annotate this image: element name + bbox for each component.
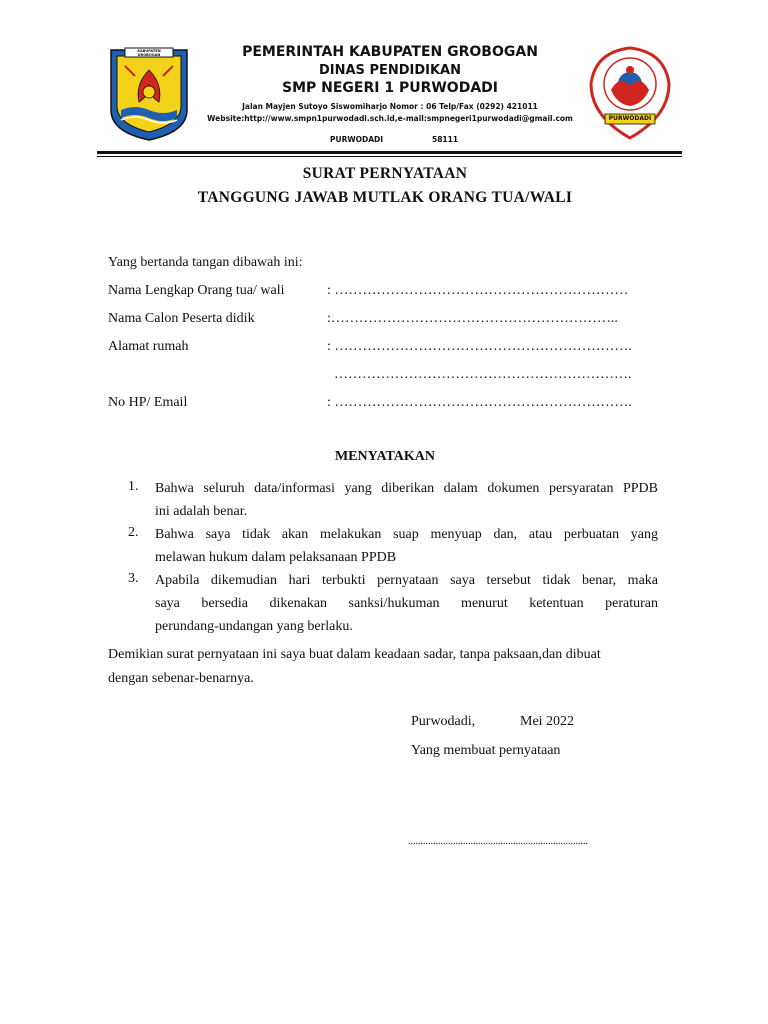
- item-2-line-2: melawan hukum dalam pelaksanaan PPDB: [155, 550, 397, 565]
- letterhead-government: PEMERINTAH KABUPATEN GROBOGAN: [242, 44, 538, 60]
- signature-line: ........................................................................: [408, 836, 588, 847]
- item-3-number: 3.: [128, 571, 139, 586]
- closing-line-1: Demikian surat pernyataan ini saya buat dalam keadaan sadar, tanpa paksaan,dan dibuat: [108, 647, 601, 662]
- letterhead-rule-thick: [97, 151, 682, 154]
- school-emblem: [585, 44, 675, 142]
- item-3-line-1: Apabila dikemudian hari terbukti pernyataan saya tersebut tidak benar, maka: [155, 573, 658, 588]
- field-parent-name-label: Nama Lengkap Orang tua/ wali: [108, 283, 285, 298]
- letterhead-city: PURWODADI: [330, 135, 384, 144]
- item-1-line-1: Bahwa seluruh data/informasi yang diberikan dalam dokumen persyaratan PPDB: [155, 481, 658, 496]
- letterhead-rule-thin: [97, 156, 682, 157]
- field-contact-blank: : ……………………………………………………….: [327, 395, 632, 410]
- closing-line-2: dengan sebenar-benarnya.: [108, 671, 254, 686]
- letterhead-website-email: Website:http://www.smpn1purwodadi.sch.id,e-mail:smpnegeri1purwodadi@gmail.com: [207, 114, 573, 123]
- item-1-number: 1.: [128, 479, 139, 494]
- field-student-name-label: Nama Calon Peserta didik: [108, 311, 255, 326]
- field-contact-label: No HP/ Email: [108, 395, 188, 410]
- item-2-line-1: Bahwa saya tidak akan melakukan suap menyuap dan, atau perbuatan yang: [155, 527, 658, 542]
- declare-heading: MENYATAKAN: [334, 449, 436, 464]
- closing-paragraph: [108, 643, 658, 691]
- item-1-text: [155, 477, 658, 523]
- document-subtitle: TANGGUNG JAWAB MUTLAK ORANG TUA/WALI: [197, 189, 573, 206]
- field-parent-name-blank: : ………………………………………………………: [327, 283, 629, 298]
- right-logo-label: PURWODADI: [608, 115, 652, 122]
- letterhead-school: SMP NEGERI 1 PURWODADI: [281, 80, 498, 96]
- signature-label: Yang membuat pernyataan: [411, 743, 561, 758]
- item-2-number: 2.: [128, 525, 139, 540]
- grobogan-regency-emblem: [105, 44, 193, 142]
- item-3-line-2: saya bersedia dikenakan sanksi/hukuman menurut ketentuan peraturan: [155, 596, 658, 611]
- signature-place: Purwodadi,: [411, 714, 476, 729]
- field-address-label: Alamat rumah: [108, 339, 189, 354]
- item-2-text: [155, 523, 658, 569]
- signature-date: Mei 2022: [520, 714, 575, 729]
- item-3-line-3: perundang-undangan yang berlaku.: [155, 619, 353, 634]
- letterhead-department: DINAS PENDIDIKAN: [318, 63, 462, 78]
- document-title: SURAT PERNYATAAN: [302, 165, 468, 182]
- left-logo-label: KABUPATEN GROBOGAN: [137, 49, 161, 57]
- field-address-blank-2: ……………………………………………………….: [327, 367, 632, 382]
- field-student-name-blank: :……………………………………………………..: [327, 311, 618, 326]
- item-1-line-2: ini adalah benar.: [155, 504, 248, 519]
- item-3-text: [155, 569, 658, 638]
- field-address-blank: : ……………………………………………………….: [327, 339, 632, 354]
- intro-text: Yang bertanda tangan dibawah ini:: [108, 255, 303, 270]
- letterhead-address: Jalan Mayjen Sutoyo Siswomiharjo Nomor : 06 Telp/Fax (0292) 421011: [242, 102, 538, 111]
- letterhead-postcode: 58111: [432, 135, 459, 144]
